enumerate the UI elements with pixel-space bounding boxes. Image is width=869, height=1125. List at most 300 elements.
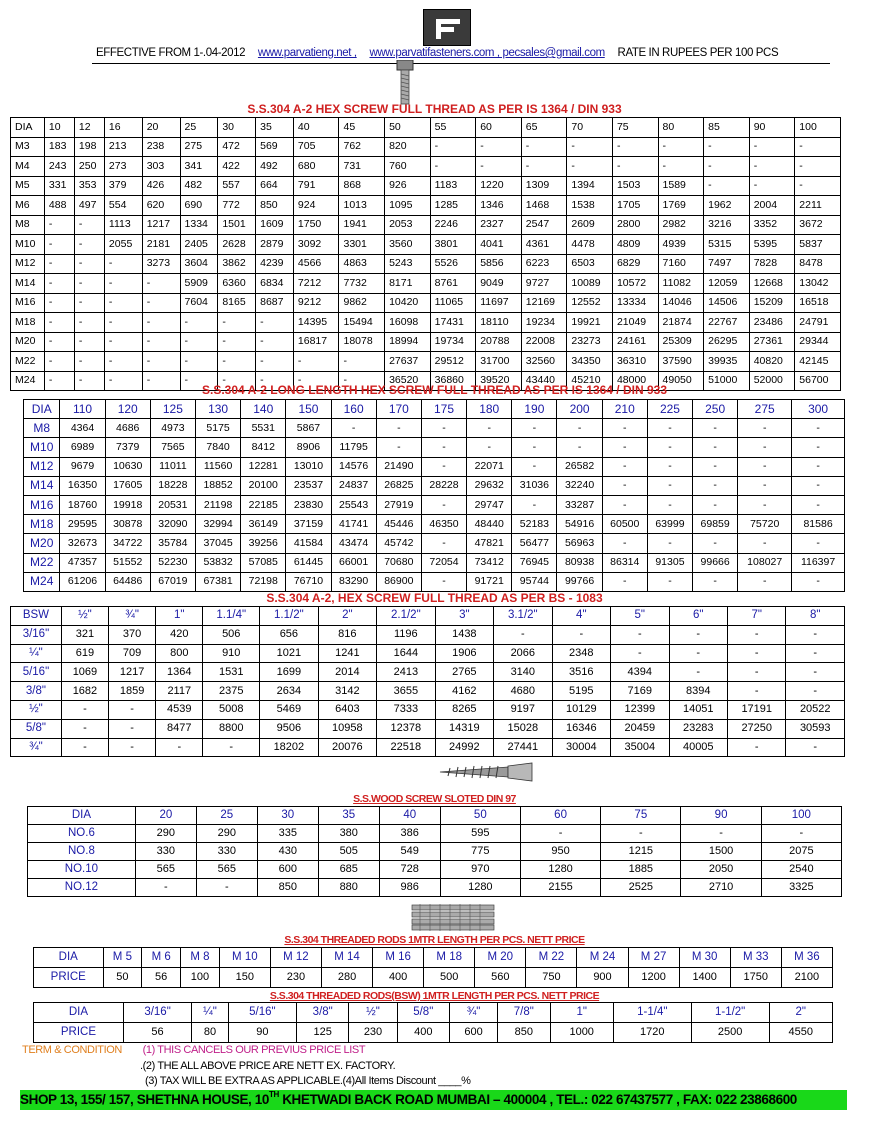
header-cell: 8" (786, 607, 845, 626)
wood-screw-table (27, 806, 842, 897)
price-cell: 20531 (150, 495, 195, 514)
price-cell: 7497 (704, 254, 750, 274)
price-cell: 380 (318, 825, 379, 843)
company-logo (423, 9, 471, 46)
price-cell: 4973 (150, 419, 195, 438)
row-label-cell: 5/8" (11, 719, 62, 738)
row-label-cell: M8 (11, 215, 45, 235)
price-cell: 23537 (286, 476, 331, 495)
price-cell: 13010 (286, 457, 331, 476)
header-label-cell: DIA (34, 1003, 124, 1023)
price-cell: - (761, 825, 841, 843)
header-cell: 225 (647, 400, 692, 419)
price-cell: - (611, 625, 669, 644)
terms-3: (3) TAX WILL BE EXTRA AS APPLICABLE.(4)All Items Discount ____% (145, 1075, 471, 1087)
price-cell: 820 (385, 137, 431, 157)
price-cell: - (74, 235, 104, 255)
table-header-row (11, 118, 841, 138)
price-cell: - (647, 495, 692, 514)
header-cell: 100 (761, 807, 841, 825)
header-cell: M 5 (103, 948, 142, 968)
header-cell: 200 (557, 400, 602, 419)
price-cell: - (180, 313, 218, 333)
price-cell: - (795, 157, 841, 177)
price-cell: 11082 (658, 274, 704, 294)
price-cell: 9727 (521, 274, 567, 294)
price-cell: - (520, 825, 600, 843)
price-cell: 50 (103, 968, 142, 988)
price-cell: 12399 (611, 700, 669, 719)
price-cell: 5856 (476, 254, 522, 274)
price-cell: 1769 (658, 196, 704, 216)
price-cell: 2500 (691, 1023, 769, 1043)
price-cell: 6360 (218, 274, 256, 294)
price-cell: 91305 (647, 553, 692, 572)
price-cell: 9049 (476, 274, 522, 294)
price-cell: 14506 (704, 293, 750, 313)
price-cell: 2634 (260, 682, 318, 701)
hex-screw-illustration (395, 60, 415, 105)
hex-full-title: S.S.304 A-2 HEX SCREW FULL THREAD AS PER IS 1364 / DIN 933 (247, 102, 622, 116)
header-cell: 5/8" (397, 1003, 449, 1023)
header-cell: 3/8" (297, 1003, 349, 1023)
price-cell: 99666 (693, 553, 738, 572)
price-cell: 2525 (601, 879, 681, 897)
price-cell: 3325 (761, 879, 841, 897)
price-cell: 505 (318, 843, 379, 861)
price-cell: 3352 (749, 215, 795, 235)
price-cell: 656 (260, 625, 318, 644)
price-cell: - (44, 235, 74, 255)
price-cell: 7333 (377, 700, 435, 719)
price-cell: 6503 (567, 254, 613, 274)
price-cell: 95744 (512, 572, 557, 591)
price-cell: 24837 (331, 476, 376, 495)
effective-date: EFFECTIVE FROM 1-.04-2012 (96, 47, 246, 59)
hex-long-table (23, 399, 845, 592)
price-cell: 31700 (476, 352, 522, 372)
price-cell: - (658, 157, 704, 177)
price-cell: 1609 (256, 215, 294, 235)
header-cell: 1-1/2" (691, 1003, 769, 1023)
header-cell: 120 (105, 400, 150, 419)
price-cell: 39256 (241, 534, 286, 553)
price-cell: - (180, 332, 218, 352)
price-cell: 16518 (795, 293, 841, 313)
price-cell: 250 (74, 157, 104, 177)
row-label-cell: M16 (11, 293, 45, 313)
price-cell: - (602, 572, 647, 591)
price-cell: - (180, 352, 218, 372)
price-cell: 5175 (195, 419, 240, 438)
price-cell: - (421, 495, 466, 514)
price-cell: 16817 (293, 332, 339, 352)
price-cell: 14395 (293, 313, 339, 333)
price-cell: - (256, 371, 294, 391)
price-cell: 67019 (150, 572, 195, 591)
price-cell: 32090 (150, 515, 195, 534)
header-line (96, 47, 836, 59)
price-cell: - (669, 644, 727, 663)
price-cell: 386 (379, 825, 440, 843)
price-cell: 3560 (385, 235, 431, 255)
price-cell: - (602, 495, 647, 514)
price-cell: 7160 (658, 254, 704, 274)
price-cell: 48440 (467, 515, 512, 534)
price-cell: 2155 (520, 879, 600, 897)
price-cell: 150 (219, 968, 270, 988)
price-cell: 560 (475, 968, 526, 988)
price-cell: 21874 (658, 313, 704, 333)
price-cell: - (44, 313, 74, 333)
price-cell: 15209 (749, 293, 795, 313)
header-cell: 140 (241, 400, 286, 419)
price-cell: 6223 (521, 254, 567, 274)
price-cell: 9197 (494, 700, 552, 719)
price-cell: - (376, 438, 421, 457)
header-cell: 35 (318, 807, 379, 825)
price-cell: 275 (180, 137, 218, 157)
price-cell: 5008 (203, 700, 260, 719)
price-cell: 47821 (467, 534, 512, 553)
price-cell: 34350 (567, 352, 613, 372)
price-cell: 70680 (376, 553, 421, 572)
price-cell: 8265 (435, 700, 493, 719)
price-cell: - (704, 157, 750, 177)
price-cell: 762 (339, 137, 385, 157)
price-cell: 772 (218, 196, 256, 216)
price-cell: - (728, 625, 786, 644)
price-cell: - (612, 157, 658, 177)
price-cell: 125 (297, 1023, 349, 1043)
price-cell: 36520 (385, 371, 431, 391)
price-cell: 4680 (494, 682, 552, 701)
price-cell: 52230 (150, 553, 195, 572)
price-cell: 5395 (749, 235, 795, 255)
price-cell: 40005 (669, 738, 727, 757)
price-cell: 29344 (795, 332, 841, 352)
price-cell: 35004 (611, 738, 669, 757)
price-cell: - (792, 572, 845, 591)
price-cell: 15028 (494, 719, 552, 738)
header-cell: ½" (61, 607, 108, 626)
table-row (24, 515, 845, 534)
price-cell: 16098 (385, 313, 431, 333)
price-cell: 91721 (467, 572, 512, 591)
price-cell: - (104, 332, 142, 352)
price-cell: 57085 (241, 553, 286, 572)
price-cell: - (557, 419, 602, 438)
header-cell: 40 (293, 118, 339, 138)
price-cell: - (728, 682, 786, 701)
price-cell: - (792, 495, 845, 514)
price-cell: - (786, 625, 845, 644)
price-cell: 1346 (476, 196, 522, 216)
price-cell: 330 (135, 843, 196, 861)
price-cell: 1400 (679, 968, 730, 988)
price-cell: 15494 (339, 313, 385, 333)
price-cell: 11560 (195, 457, 240, 476)
price-cell: - (738, 457, 792, 476)
price-cell: 1196 (377, 625, 435, 644)
header-cell: 7" (728, 607, 786, 626)
price-cell: 1000 (550, 1023, 613, 1043)
price-cell: 1906 (435, 644, 493, 663)
header-cell: M 6 (142, 948, 181, 968)
price-cell: - (74, 371, 104, 391)
price-cell: 600 (257, 861, 318, 879)
price-cell: - (792, 419, 845, 438)
price-cell: 1538 (567, 196, 613, 216)
price-cell: - (557, 438, 602, 457)
price-cell: 868 (339, 176, 385, 196)
price-cell: 3655 (377, 682, 435, 701)
footer-sup: TH (268, 1090, 279, 1099)
price-cell: - (647, 438, 692, 457)
row-label-cell: NO.6 (28, 825, 136, 843)
price-cell: 46350 (421, 515, 466, 534)
price-cell: - (552, 625, 610, 644)
price-cell: 1013 (339, 196, 385, 216)
price-cell: 1183 (430, 176, 476, 196)
terms-2: .(2) THE ALL ABOVE PRICE ARE NETT EX. FACTORY. (140, 1060, 396, 1072)
price-cell: 6403 (318, 700, 376, 719)
price-cell: - (749, 157, 795, 177)
price-cell: 18760 (60, 495, 105, 514)
price-cell: 341 (180, 157, 218, 177)
price-cell: 1720 (613, 1023, 691, 1043)
table-row (11, 196, 841, 216)
header-label-cell: DIA (24, 400, 60, 419)
price-cell: 20100 (241, 476, 286, 495)
row-label-cell: M5 (11, 176, 45, 196)
price-cell: 303 (142, 157, 180, 177)
price-cell: - (749, 137, 795, 157)
table-header-row (11, 607, 845, 626)
price-cell: - (142, 274, 180, 294)
price-cell: 17191 (728, 700, 786, 719)
table-row (28, 825, 842, 843)
header-cell: 125 (150, 400, 195, 419)
row-label-cell: M14 (24, 476, 60, 495)
price-cell: 1280 (440, 879, 520, 897)
price-cell: - (44, 371, 74, 391)
price-cell: - (611, 644, 669, 663)
price-cell: 5837 (795, 235, 841, 255)
header-cell: 80 (658, 118, 704, 138)
price-cell: 4361 (521, 235, 567, 255)
price-cell: 72198 (241, 572, 286, 591)
price-cell: 3301 (339, 235, 385, 255)
header-cell: 35 (256, 118, 294, 138)
row-label-cell: 3/8" (11, 682, 62, 701)
header-cell: 6" (669, 607, 727, 626)
price-cell: 20459 (611, 719, 669, 738)
header-cell: 110 (60, 400, 105, 419)
price-cell: 5315 (704, 235, 750, 255)
price-cell: 52183 (512, 515, 557, 534)
price-cell: - (180, 371, 218, 391)
price-cell: 549 (379, 843, 440, 861)
price-cell: 3142 (318, 682, 376, 701)
price-cell: 569 (256, 137, 294, 157)
price-cell: - (728, 663, 786, 682)
website-link-1[interactable]: www.parvatieng.net , (257, 47, 357, 59)
price-cell: 18202 (260, 738, 318, 757)
header-cell: 190 (512, 400, 557, 419)
price-cell: 273 (104, 157, 142, 177)
price-cell: 12059 (704, 274, 750, 294)
row-label-cell: M3 (11, 137, 45, 157)
row-label-cell: NO.8 (28, 843, 136, 861)
price-cell: 24791 (795, 313, 841, 333)
price-cell: - (44, 352, 74, 372)
price-cell: 10420 (385, 293, 431, 313)
header-cell: ½" (349, 1003, 397, 1023)
price-cell: - (142, 371, 180, 391)
price-cell: - (74, 215, 104, 235)
price-cell: 472 (218, 137, 256, 157)
price-cell: 850 (257, 879, 318, 897)
price-cell: 37045 (195, 534, 240, 553)
row-label-cell: M18 (11, 313, 45, 333)
price-cell: 27919 (376, 495, 421, 514)
row-label-cell: M24 (11, 371, 45, 391)
price-cell: 3862 (218, 254, 256, 274)
price-cell: - (728, 738, 786, 757)
row-label-cell: 3/16" (11, 625, 62, 644)
threaded-rod-illustration (410, 903, 496, 931)
price-cell: - (218, 371, 256, 391)
hex-bsw-table (10, 606, 845, 757)
table-row (11, 235, 841, 255)
threaded-rods-table (33, 947, 833, 988)
price-cell: 1217 (109, 663, 156, 682)
price-cell: 8761 (430, 274, 476, 294)
footer-address-bar (20, 1090, 847, 1110)
price-cell: 34722 (105, 534, 150, 553)
header-cell: 4" (552, 607, 610, 626)
price-cell: 2211 (795, 196, 841, 216)
price-cell: 43474 (331, 534, 376, 553)
price-cell: 16350 (60, 476, 105, 495)
price-cell: 29595 (60, 515, 105, 534)
price-cell: 23283 (669, 719, 727, 738)
price-cell: - (74, 313, 104, 333)
price-cell: - (693, 419, 738, 438)
price-cell: 230 (349, 1023, 397, 1043)
price-cell: 2879 (256, 235, 294, 255)
header-cell: ¾" (109, 607, 156, 626)
price-cell: - (293, 352, 339, 372)
website-link-2[interactable]: www.parvatifasteners.com , pecsales@gmail.com (369, 47, 605, 59)
price-cell: - (512, 438, 557, 457)
header-cell: 75 (601, 807, 681, 825)
row-label-cell: NO.10 (28, 861, 136, 879)
header-cell: 40 (379, 807, 440, 825)
table-row (11, 293, 841, 313)
price-cell: 2628 (218, 235, 256, 255)
price-cell: 420 (156, 625, 203, 644)
price-cell: 2055 (104, 235, 142, 255)
price-cell: 30004 (552, 738, 610, 757)
price-cell: 492 (256, 157, 294, 177)
price-cell: 9212 (293, 293, 339, 313)
hex-full-table (10, 117, 841, 391)
table-row (24, 476, 845, 495)
price-cell: 35784 (150, 534, 195, 553)
header-cell: 7/8" (498, 1003, 550, 1023)
price-cell: 45446 (376, 515, 421, 534)
price-cell: 32240 (557, 476, 602, 495)
price-cell: 22008 (521, 332, 567, 352)
price-cell: 73412 (467, 553, 512, 572)
price-cell: - (521, 157, 567, 177)
price-cell: - (612, 137, 658, 157)
price-cell: 13334 (612, 293, 658, 313)
price-cell: 4478 (567, 235, 613, 255)
price-cell: 2405 (180, 235, 218, 255)
price-cell: 41584 (286, 534, 331, 553)
rate-note: RATE IN RUPEES PER 100 PCS (617, 47, 779, 59)
price-cell: - (109, 700, 156, 719)
price-cell: 3092 (293, 235, 339, 255)
table-row (11, 700, 845, 719)
price-cell: 750 (526, 968, 577, 988)
header-cell: 170 (376, 400, 421, 419)
price-cell: 400 (373, 968, 424, 988)
price-cell: 4939 (658, 235, 704, 255)
price-cell: - (669, 663, 727, 682)
price-cell: 23486 (749, 313, 795, 333)
price-cell: 72054 (421, 553, 466, 572)
price-cell: - (792, 438, 845, 457)
price-cell: - (376, 419, 421, 438)
price-cell: 16346 (552, 719, 610, 738)
price-cell: - (421, 438, 466, 457)
header-cell: M 14 (321, 948, 372, 968)
price-cell: - (104, 352, 142, 372)
price-cell: 26825 (376, 476, 421, 495)
price-cell: - (44, 215, 74, 235)
header-cell: 300 (792, 400, 845, 419)
price-cell: - (512, 457, 557, 476)
table-row (11, 274, 841, 294)
price-cell: 370 (109, 625, 156, 644)
price-cell: 565 (196, 861, 257, 879)
price-cell: - (786, 663, 845, 682)
price-cell: 1113 (104, 215, 142, 235)
row-label-cell: PRICE (34, 968, 104, 988)
price-cell: 2982 (658, 215, 704, 235)
price-cell: 2053 (385, 215, 431, 235)
header-cell: 25 (196, 807, 257, 825)
price-cell: 1699 (260, 663, 318, 682)
row-label-cell: M8 (24, 419, 60, 438)
table-header-row (34, 1003, 833, 1023)
header-cell: M 18 (424, 948, 475, 968)
price-cell: - (738, 534, 792, 553)
price-cell: 4162 (435, 682, 493, 701)
header-cell: M 30 (679, 948, 730, 968)
header-cell: M 24 (577, 948, 628, 968)
price-cell: 11011 (150, 457, 195, 476)
price-cell: 61445 (286, 553, 331, 572)
price-cell: 31036 (512, 476, 557, 495)
price-cell: 620 (142, 196, 180, 216)
price-cell: 4566 (293, 254, 339, 274)
header-cell: M 27 (628, 948, 679, 968)
